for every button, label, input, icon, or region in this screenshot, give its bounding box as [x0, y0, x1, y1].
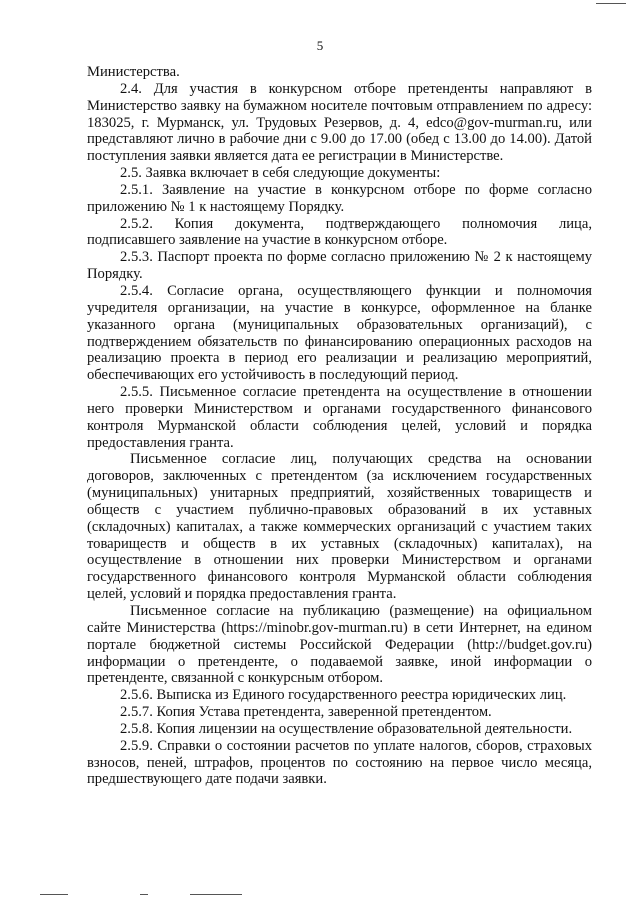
paragraph-continuation: Министерства.: [87, 64, 180, 80]
scan-artifact-bottom-right: [190, 894, 242, 895]
paragraph-2-5-8: 2.5.8. Копия лицензии на осуществление образовательной деятельности.: [120, 720, 573, 737]
paragraph-2-4: 2.4. Для участия в конкурсном отборе претенденты направляют в Министерство заявку на бумажном носителе почтовым отправлением по адресу: 183025, г. Мурманск, ул. Трудовых Резервов, д. 4, edco@gov-murman.ru, или представляют лично в рабочие дни с 9.00 до 17.00 (обед с 13.00 до 14.00). Датой поступления заявки является дата ее регистрации в Министерстве.: [87, 80, 592, 165]
page-number: 5: [316, 38, 324, 53]
paragraph-2-5-5: 2.5.5. Письменное согласие претендента на осуществление в отношении него проверки Министерством и органами государственного финансового контроля Мурманской области соблюдения целей, условий и порядка предоставления гранта.: [87, 384, 592, 451]
paragraph-2-5-3: 2.5.3. Паспорт проекта по форме согласно приложению № 2 к настоящему Порядку.: [87, 249, 592, 283]
paragraph-2-5: 2.5. Заявка включает в себя следующие документы:: [120, 165, 441, 182]
paragraph-consent-recipients: Письменное согласие лиц, получающих средства на основании договоров, заключенных с претендентом (за исключением государственных (муниципальных) унитарных предприятий, хозяйственных товариществ и обществ с участием публично-правовых образований в их уставных (складочных) капиталах, а также коммерческих организаций с участием таких товариществ и обществ в их уставных (складочных) капиталах), на осуществление в отношении них проверки Министерством и органами государственного финансового контроля Мурманской области соблюдения целей, условий и порядка предоставления гранта.: [87, 451, 592, 603]
scan-artifact-bottom-left: [40, 894, 68, 895]
scan-artifact-bottom-mid: [140, 894, 148, 895]
paragraph-consent-publication: Письменное согласие на публикацию (размещение) на официальном сайте Министерства (https://minobr.gov-murman.ru) в сети Интернет, на едином портале бюджетной системы Российской Федерации (http://budget.gov.ru) информации о претенденте, о подаваемой заявке, иной информации о претенденте, связанной с конкурсным отбором.: [87, 603, 592, 687]
paragraph-2-5-7: 2.5.7. Копия Устава претендента, заверенной претендентом.: [120, 704, 492, 721]
paragraph-2-5-9: 2.5.9. Справки о состоянии расчетов по уплате налогов, сборов, страховых взносов, пеней, штрафов, процентов по состоянию на первое число месяца, предшествующего дате подачи заявки.: [87, 737, 592, 788]
scan-artifact-top: [596, 3, 626, 4]
paragraph-2-5-6: 2.5.6. Выписка из Единого государственного реестра юридических лиц.: [120, 687, 567, 704]
paragraph-2-5-1: 2.5.1. Заявление на участие в конкурсном отборе по форме согласно приложению № 1 к настоящему Порядку.: [87, 181, 592, 215]
document-body: [87, 64, 592, 788]
paragraph-2-5-2: 2.5.2. Копия документа, подтверждающего полномочия лица, подписавшего заявление на участие в конкурсном отборе.: [87, 215, 592, 249]
paragraph-2-5-4: 2.5.4. Согласие органа, осуществляющего функции и полномочия учредителя организации, на участие в конкурсе, оформленное на бланке указанного органа (муниципальных образовательных организаций), с подтверждением обязательств по финансированию операционных расходов на реализацию проекта в период его реализации и реализацию мероприятий, обеспечивающих его устойчивость в последующий период.: [87, 282, 592, 384]
